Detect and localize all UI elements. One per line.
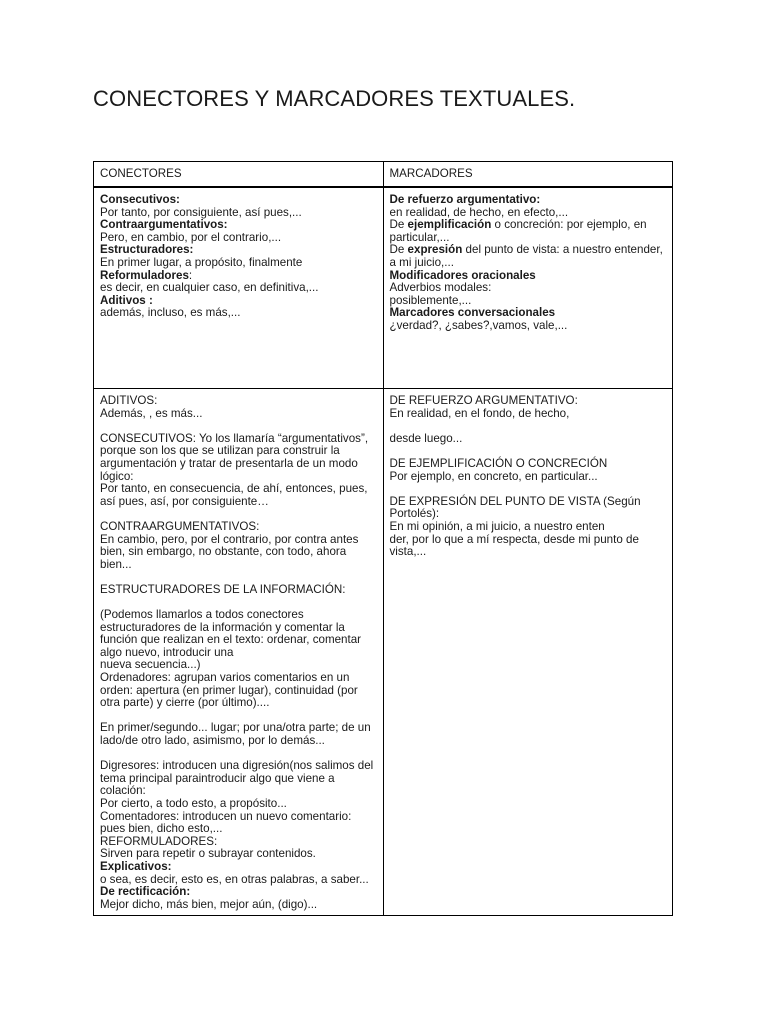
cell-markers-summary bbox=[383, 187, 673, 389]
text-segment: desde luego... bbox=[389, 431, 463, 445]
text-segment: ADITIVOS: bbox=[100, 394, 158, 407]
text-segment: REFORMULADORES: bbox=[100, 834, 218, 848]
text-line bbox=[390, 219, 667, 244]
text-segment: der, por lo que a mí respecta, desde mi punto de vista,... bbox=[389, 532, 639, 559]
text-segment: o sea, es decir, esto es, en otras palabras, a saber... bbox=[100, 872, 369, 886]
text-segment: De bbox=[389, 243, 408, 257]
bold-label: Modificadores oracionales bbox=[389, 268, 536, 282]
bold-label: Estructuradores: bbox=[100, 243, 194, 257]
text-line bbox=[100, 584, 377, 597]
text-segment: En primer/segundo... lugar; por una/otra parte; de un lado/de otro lado, asimismo, por lo demás... bbox=[100, 721, 371, 748]
text-segment: Por ejemplo, en concreto, en particular... bbox=[389, 469, 598, 483]
text-segment: DE EXPRESIÓN DEL PUNTO DE VISTA (Según Portolés): bbox=[389, 494, 641, 521]
text-line bbox=[100, 534, 377, 572]
text-line bbox=[100, 433, 377, 483]
cell-markers-detail bbox=[383, 389, 673, 916]
text-line bbox=[100, 672, 377, 710]
text-line bbox=[100, 899, 377, 912]
text-segment: Mejor dicho, más bien, mejor aún, (digo)... bbox=[100, 897, 318, 911]
bold-label: ejemplificación bbox=[407, 218, 492, 232]
text-line bbox=[390, 534, 667, 559]
text-segment: Adverbios modales: bbox=[389, 281, 492, 295]
text-segment: es decir, en cualquier caso, en definitiva,... bbox=[100, 281, 319, 295]
text-segment: DE EJEMPLIFICACIÓN O CONCRECIÓN bbox=[389, 456, 608, 470]
text-segment: Pero, en cambio, por el contrario,... bbox=[100, 230, 282, 244]
bold-label: Contraargumentativos: bbox=[100, 218, 228, 232]
text-segment: En primer lugar, a propósito, finalmente bbox=[100, 255, 303, 269]
header-markers: MARCADORES bbox=[383, 162, 673, 188]
text-segment: Sirven para repetir o subrayar contenidos. bbox=[100, 847, 316, 861]
text-segment: Por tanto, por consiguiente, así pues,... bbox=[100, 205, 302, 219]
text-segment: Por tanto, en consecuencia, de ahí, entonces, pues, así pues, así, por consiguiente… bbox=[100, 482, 368, 508]
text-line bbox=[100, 811, 377, 836]
text-line bbox=[390, 496, 667, 521]
text-segment: Por cierto, a todo esto, a propósito... bbox=[100, 797, 287, 810]
text-segment: Comentadores: introducen un nuevo comentario: pues bien, dicho esto,... bbox=[100, 809, 352, 836]
text-segment: DE REFUERZO ARGUMENTATIVO: bbox=[389, 394, 578, 407]
bold-label: De rectificación: bbox=[100, 885, 191, 899]
text-segment: nueva secuencia...) bbox=[100, 658, 201, 672]
bold-label: Marcadores conversacionales bbox=[389, 306, 556, 320]
bold-label: Consecutivos: bbox=[100, 193, 180, 206]
text-segment: Además, , es más... bbox=[100, 406, 203, 420]
cell-connectors-summary bbox=[94, 187, 384, 389]
header-connectors: CONECTORES bbox=[94, 162, 384, 188]
table-row-summary bbox=[94, 187, 673, 389]
cell-connectors-detail bbox=[94, 389, 384, 916]
text-segment: Digresores: introducen una digresión(nos salimos del tema principal paraintroducir algo que viene a colación: bbox=[100, 759, 374, 798]
text-line bbox=[100, 408, 377, 421]
document-title: CONECTORES Y MARCADORES TEXTUALES. bbox=[93, 86, 576, 111]
text-line bbox=[390, 244, 667, 269]
text-line bbox=[390, 408, 667, 421]
text-segment: CONTRAARGUMENTATIVOS: bbox=[100, 519, 260, 533]
text-segment: En realidad, en el fondo, de hecho, bbox=[389, 406, 570, 420]
bold-label: Explicativos: bbox=[100, 859, 172, 873]
text-line bbox=[390, 471, 667, 484]
bold-label: Reformuladores bbox=[100, 268, 189, 282]
table-header-row bbox=[94, 162, 673, 188]
text-segment: (Podemos llamarlos a todos conectores estructuradores de la información y comentar la función que realizan en el texto: ordenar, comentar algo nuevo, introducir una bbox=[100, 608, 362, 659]
text-segment: además, incluso, es más,... bbox=[100, 306, 241, 320]
text-segment: posiblemente,... bbox=[389, 293, 472, 307]
text-line bbox=[100, 760, 377, 798]
text-segment: ¿verdad?, ¿sabes?,vamos, vale,... bbox=[389, 318, 568, 332]
text-segment: o concreción: por ejemplo, en particular,... bbox=[389, 218, 647, 244]
text-segment: : bbox=[188, 268, 193, 282]
bold-label: expresión bbox=[407, 243, 463, 257]
text-line bbox=[390, 320, 667, 333]
text-segment: En cambio, pero, por el contrario, por contra antes bien, sin embargo, no obstante, con todo, ahora bien... bbox=[100, 532, 359, 571]
table-row-detail bbox=[94, 389, 673, 916]
text-line bbox=[100, 483, 377, 508]
bold-label: De refuerzo argumentativo: bbox=[389, 193, 541, 206]
text-line bbox=[100, 609, 377, 659]
text-segment: ESTRUCTURADORES DE LA INFORMACIÓN: bbox=[100, 582, 346, 596]
text-segment: En mi opinión, a mi juicio, a nuestro enten bbox=[389, 519, 605, 533]
text-segment: CONSECUTIVOS: Yo los llamaría “argumentativos”, porque son los que se utilizan para construir la argumentación y tratar de presentarla de un modo lógico: bbox=[100, 431, 369, 483]
text-line bbox=[100, 307, 377, 320]
text-segment: Ordenadores: agrupan varios comentarios en un orden: apertura (en primer lugar), continuidad (por otra parte) y cierre (por último).... bbox=[100, 671, 358, 710]
bold-label: Aditivos : bbox=[100, 293, 153, 307]
text-segment: De bbox=[389, 218, 408, 232]
text-line bbox=[390, 433, 667, 446]
text-segment: en realidad, de hecho, en efecto,... bbox=[389, 205, 569, 219]
connectors-table bbox=[93, 161, 673, 916]
text-segment: del punto de vista: a nuestro entender, a mi juicio,... bbox=[389, 243, 663, 269]
text-line bbox=[100, 722, 377, 747]
